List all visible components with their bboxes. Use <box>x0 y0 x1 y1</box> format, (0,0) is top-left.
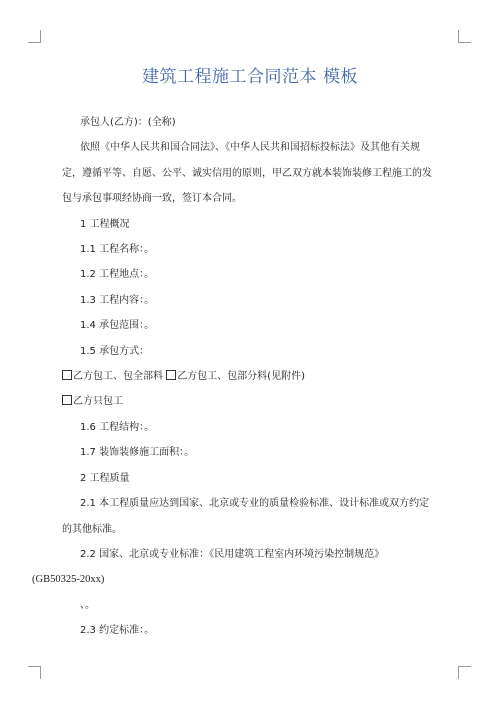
clause-1-7: 1.7 装饰装修施工面积：。 <box>80 447 195 459</box>
standard-code: (GB50325-20xx) <box>32 574 105 586</box>
contract-mode-options <box>62 364 462 389</box>
intro-paragraph-line-2: 定，遵循平等、自愿、公平、诚实信用的原则，甲乙双方就本装饰装修工程施工的发 <box>62 167 432 179</box>
clause-1-1: 1.1 工程名称：。 <box>80 244 155 256</box>
clause-1-5: 1.5 承包方式： <box>80 345 150 357</box>
checkbox-icon <box>62 395 72 405</box>
option-full-materials: 乙方包工、包全部料 <box>73 371 163 383</box>
contract-mode-option-labor-only <box>62 389 462 414</box>
clause-1-4: 1.4 承包范围：。 <box>80 320 155 332</box>
option-partial-materials: 乙方包工、包部分料(见附件) <box>177 371 305 383</box>
section-heading-1: 1 工程概况 <box>80 218 130 230</box>
document-title: 建筑工程施工合同范本 模板 <box>142 67 358 87</box>
clause-1-2: 1.2 工程地点：。 <box>80 269 155 281</box>
page-corner-mark-bottom-right <box>458 666 471 679</box>
intro-paragraph-line-3: 包与承包事项经协商一致，签订本合同。 <box>62 193 242 205</box>
intro-paragraph-line-1: 依照《中华人民共和国合同法》、《中华人民共和国招标投标法》及其他有关规 <box>80 142 420 154</box>
clause-1-3: 1.3 工程内容：。 <box>80 294 155 306</box>
section-heading-2: 2 工程质量 <box>80 472 130 484</box>
clause-1-6: 1.6 工程结构：。 <box>80 421 155 433</box>
clause-2-1-line-1: 2.1 本工程质量应达到国家、北京或专业的质量检验标准、设计标准或双方约定 <box>80 498 430 510</box>
option-labor-only: 乙方只包工 <box>73 396 123 408</box>
clause-2-2-continuation: 、。 <box>80 599 95 611</box>
checkbox-icon <box>166 370 176 380</box>
clause-2-2: 2.2 国家、北京或专业标准：《民用建筑工程室内环境污染控制规范》 <box>80 548 385 560</box>
page-corner-mark-bottom-left <box>28 666 41 679</box>
document-body <box>32 110 462 644</box>
page-corner-mark-top-left <box>28 30 41 43</box>
page-corner-mark-top-right <box>458 30 471 43</box>
clause-2-3: 2.3 约定标准：。 <box>80 625 155 637</box>
clause-2-1-line-2: 的其他标准。 <box>62 523 122 535</box>
checkbox-icon <box>62 370 72 380</box>
contractor-line: 承包人(乙方)：(全称) <box>80 117 176 128</box>
